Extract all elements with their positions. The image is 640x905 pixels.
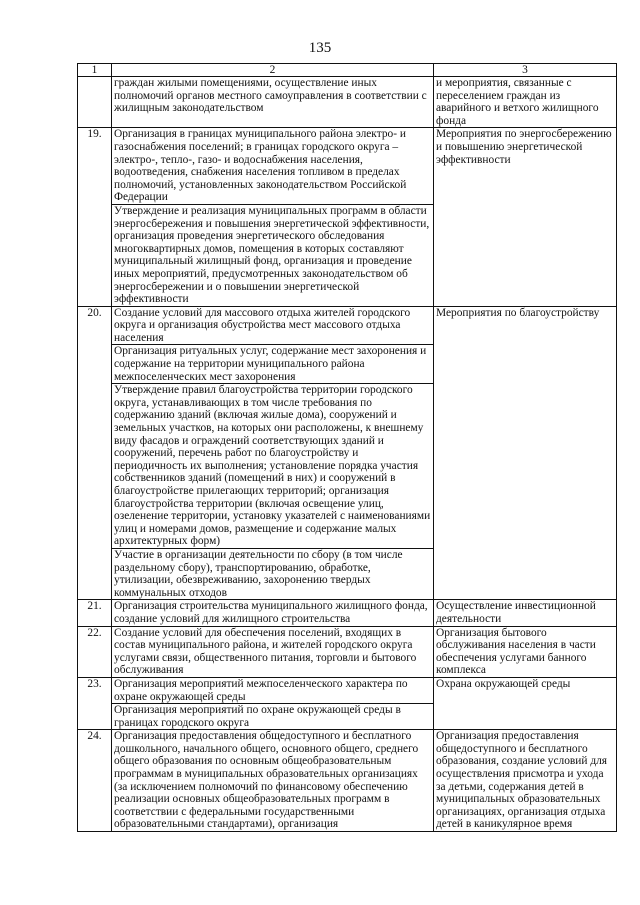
power-item: Утверждение правил благоустройства территории городского округа, устанавливающих в том числе требования по содержанию зданий (включая жилые дома), сооружений и земельных участков, на которых они расположены, к внешнему виду фасадов и ограждений соответствующих зданий и сооружений, перечень работ по благоустройству и периодичность их выполнения; установление порядка участия собственников зданий (помещений в них) и сооружений в благоустройстве прилегающих территорий; организация благоустройства территории (включая освещение улиц, озеленение территории, установку указателей с наименованиями улиц и номерами домов, размещение и содержание малых архитектурных форм) bbox=[112, 383, 433, 548]
power-item: Участие в организации деятельности по сбору (в том числе раздельному сбору), транспортированию, обработке, утилизации, обезвреживанию, захоронению твердых коммунальных отходов bbox=[112, 548, 433, 599]
power-item: Организация в границах муниципального района электро- и газоснабжения поселений; в границах городского округа – электро-, тепло-, газо- и водоснабжения населения, водоотведения, снабжения населения топливом в пределах полномочий, установленных законодательством Российской Федерации bbox=[114, 128, 407, 204]
page-number: 135 bbox=[308, 40, 332, 56]
table-header-row bbox=[78, 64, 617, 77]
column-header-1: 1 bbox=[78, 64, 112, 77]
power-item: граждан жилыми помещениями, осуществление иных полномочий органов местного самоуправления в соответствии с жилищным законодательством bbox=[114, 77, 427, 115]
row-measures-cell: Организация бытового обслуживания населения в части обеспечения услугами банного комплекса bbox=[434, 626, 617, 677]
row-powers-cell bbox=[112, 730, 434, 832]
row-number: 24. bbox=[78, 730, 112, 832]
row-measures-cell: Мероприятия по благоустройству bbox=[434, 306, 617, 600]
row-powers-cell bbox=[112, 626, 434, 677]
power-item: Организация мероприятий межпоселенческого характера по охране окружающей среды bbox=[114, 677, 408, 703]
table-row bbox=[78, 77, 617, 128]
table-row bbox=[78, 677, 617, 729]
table-row bbox=[78, 626, 617, 677]
table-row bbox=[78, 128, 617, 306]
power-item: Организация ритуальных услуг, содержание мест захоронения и содержание на территории муниципального района межпоселенческих мест захоронения bbox=[112, 344, 433, 383]
row-measures-cell: Организация предоставления общедоступного и бесплатного образования, создание условий для осуществления присмотра и ухода за детьми, содержания детей в муниципальных образовательных организациях, организация отдыха детей в каникулярное время bbox=[434, 730, 617, 832]
row-measures-cell: Охрана окружающей среды bbox=[434, 677, 617, 729]
row-measures-cell: Осуществление инвестиционной деятельности bbox=[434, 600, 617, 626]
table-row bbox=[78, 730, 617, 832]
power-item: Организация строительства муниципального жилищного фонда, создание условий для жилищного строительства bbox=[114, 600, 428, 625]
row-number: 20. bbox=[78, 306, 112, 600]
table-row bbox=[78, 600, 617, 626]
row-number: 23. bbox=[78, 677, 112, 729]
row-measures-cell: и мероприятия, связанные с переселением граждан из аварийного и ветхого жилищного фонда bbox=[434, 77, 617, 128]
column-header-3: 3 bbox=[434, 64, 617, 77]
power-item: Создание условий для массового отдыха жителей городского округа и организация обустройства мест массового отдыха населения bbox=[114, 306, 411, 344]
row-number bbox=[78, 77, 112, 128]
row-powers-cell bbox=[112, 306, 434, 600]
row-powers-cell bbox=[112, 600, 434, 626]
column-header-2: 2 bbox=[112, 64, 434, 77]
power-item: Создание условий для обеспечения поселений, входящих в состав муниципального района, и жителей городского округа услугами связи, общественного питания, торговли и бытового обслуживания bbox=[114, 626, 417, 677]
row-measures-cell: Мероприятия по энергосбережению и повышению энергетической эффективности bbox=[434, 128, 617, 306]
table-row bbox=[78, 306, 617, 600]
power-item: Организация мероприятий по охране окружающей среды в границах городского округа bbox=[112, 703, 433, 729]
row-number: 21. bbox=[78, 600, 112, 626]
municipal-powers-table bbox=[77, 63, 617, 832]
power-item: Утверждение и реализация муниципальных программ в области энергосбережения и повышения энергетической эффективности, организация проведения энергетического обследования многоквартирных домов, помещения в которых составляют муниципальный жилищный фонд, организация и проведение иных мероприятий, предусмотренных законодательством об энергосбережении и о повышении энергетической эффективности bbox=[112, 204, 433, 306]
power-item: Организация предоставления общедоступного и бесплатного дошкольного, начального общего, основного общего, среднего общего образования по основным общеобразовательным программам в муниципальных образовательных организациях (за исключением полномочий по финансовому обеспечению реализации основных общеобразовательных программ в соответствии с федеральными государственными образовательными стандартами), организация bbox=[114, 730, 419, 831]
row-number: 19. bbox=[78, 128, 112, 306]
row-powers-cell bbox=[112, 128, 434, 306]
row-powers-cell bbox=[112, 77, 434, 128]
row-number: 22. bbox=[78, 626, 112, 677]
row-powers-cell bbox=[112, 677, 434, 729]
